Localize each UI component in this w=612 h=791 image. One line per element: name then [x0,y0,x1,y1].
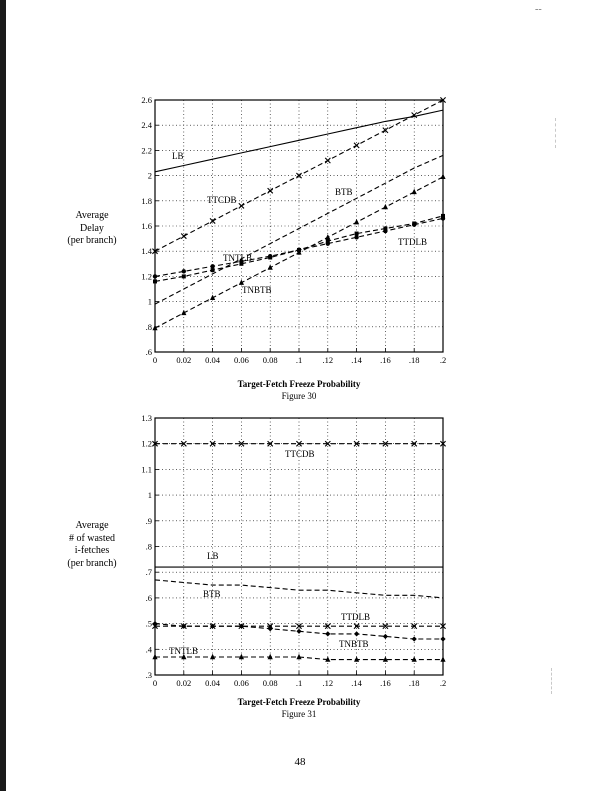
fig30-x-tick-label: 0.06 [233,355,249,365]
fig30-data-point-ttdlb [182,274,186,278]
fig31-x-tick-label: .2 [439,678,447,688]
fig30-y-tick-label: 1.2 [141,271,152,282]
fig31-y-tick-label: .8 [145,541,152,552]
fig31-y-tick-label: 1.1 [141,464,152,475]
fig30-label-ttdlb: TTDLB [398,237,427,247]
fig30-data-point-ttcdb [268,188,273,193]
fig31-x-tick-label: .12 [322,678,334,688]
fig30-data-point-ttdlb [441,214,445,218]
fig31-data-point-tnbtb [268,626,273,631]
fig30-data-point-ttdlb [412,221,416,225]
fig31-x-tick-label: 0.08 [262,678,278,688]
fig30-label-ttcdb: TTCDB [207,195,237,205]
fig30-data-point-ttdlb [211,268,215,272]
fig30-x-tick-label: .2 [439,355,447,365]
fig30-data-point-ttcdb [181,233,186,238]
page-number: 48 [294,756,306,768]
fig30-label-tntlb: TNTLB [223,253,252,263]
fig31-ylabel-line: Average [75,520,109,531]
fig30-label-lb: LB [172,151,184,161]
fig31-y-tick-label: .6 [145,592,152,603]
fig30-y-tick-label: 1 [147,296,152,307]
fig30-caption: Figure 30 [281,391,317,401]
fig31-x-tick-label: .14 [351,678,362,688]
fig31-y-tick-label: .7 [145,567,152,578]
fig31-data-point-tnbtb [296,629,301,634]
fig30-y-tick-label: 1.6 [141,221,152,231]
fig31-xlabel: Target-Fetch Freeze Probability [237,697,361,707]
fig31-data-point-tnbtb [383,634,388,639]
fig30-ylabel-line: Average [75,210,109,221]
fig30-data-point-ttdlb [153,279,157,283]
figure-31-chart [0,400,612,700]
fig30-data-point-tntlb [182,269,186,273]
fig30-y-tick-label: 2.2 [141,145,152,156]
fig31-y-tick-label: .9 [145,515,152,526]
fig30-y-tick-label: 2.4 [141,120,152,131]
fig31-data-point-tnbtb [412,636,417,641]
fig31-label-tnbtb: TNBTB [339,639,369,649]
fig31-data-point-tnbtb [440,636,445,641]
fig30-data-point-tntlb [354,235,358,239]
corner-mark: -- [535,4,542,15]
fig30-data-point-tnbtb [383,204,388,209]
fig31-label-tntlb: TNTLB [169,646,198,656]
fig31-y-tick-label: .3 [145,670,152,680]
fig30-label-btb: BTB [335,187,353,197]
fig31-caption: Figure 31 [281,709,317,719]
fig30-y-tick-label: 1.8 [141,195,152,206]
fig30-data-point-tnbtb [412,189,417,194]
fig31-y-tick-label: 1 [147,490,152,501]
fig30-data-point-ttdlb [355,232,359,236]
fig31-x-tick-label: 0.02 [176,678,192,688]
fig31-data-point-tnbtb [325,631,330,636]
fig30-data-point-tnbtb [325,234,330,239]
fig30-ylabel-line: (per branch) [67,235,117,246]
fig30-data-point-ttdlb [297,248,301,252]
fig30-data-point-ttdlb [268,256,272,260]
fig30-data-point-tntlb [153,274,157,278]
fig30-data-point-ttdlb [326,239,330,243]
fig30-x-tick-label: 0.08 [262,355,278,365]
fig30-xlabel: Target-Fetch Freeze Probability [237,379,361,389]
fig30-y-tick-label: .8 [145,321,152,332]
fig31-label-ttcdb: TTCDB [285,449,315,459]
fig30-data-point-ttcdb [354,143,359,148]
fig30-x-tick-label: .16 [380,355,391,365]
fig30-data-point-tnbtb [354,219,359,224]
fig30-x-tick-label: .14 [351,355,362,365]
fig30-series-ttdlb [153,214,445,284]
fig30-x-tick-label: 0.02 [176,355,192,365]
fig31-label-ttdlb: TTDLB [341,612,370,622]
fig31-data-point-tntlb [440,656,445,661]
fig31-label-btb: BTB [203,589,221,599]
fig31-x-tick-label: 0.06 [233,678,249,688]
fig30-series-line-lb [155,110,443,172]
fig30-x-tick-label: .18 [408,355,420,365]
fig31-data-point-tnbtb [152,621,157,626]
fig31-x-tick-label: 0 [152,678,158,688]
fig31-x-tick-label: 0.04 [205,678,221,688]
fig30-data-point-ttcdb [325,158,330,163]
fig30-ylabel-line: Delay [80,222,104,234]
fig31-data-point-tntlb [296,654,301,659]
fig30-data-point-tnbtb [440,174,445,179]
fig31-x-tick-label: .16 [380,678,391,688]
fig30-y-tick-label: 1.4 [141,246,152,257]
fig30-label-tnbtb: TNBTB [242,285,272,295]
fig30-y-tick-label: .6 [145,347,152,357]
fig31-ylabel-line: i-fetches [74,545,110,556]
fig31-ylabel-line: (per branch) [67,557,117,569]
fig30-x-tick-label: 0 [152,355,158,365]
fig30-y-tick-label: 2 [147,170,152,181]
fig31-x-tick-label: .1 [295,678,303,688]
fig31-label-lb: LB [207,551,219,561]
fig31-y-tick-label: .5 [145,618,152,629]
fig31-y-tick-label: 1.3 [141,413,152,423]
fig30-y-tick-label: 2.6 [141,95,152,105]
fig31-data-point-tnbtb [354,631,359,636]
fig30-x-tick-label: .12 [322,355,334,365]
fig30-data-point-ttcdb [239,203,244,208]
fig30-data-point-tntlb [210,264,214,268]
fig31-y-tick-label: 1.2 [141,438,152,449]
fig30-data-point-ttdlb [383,227,387,231]
fig31-y-tick-label: .4 [145,644,152,655]
fig30-x-tick-label: .1 [295,355,303,365]
fig31-series-ttcdb [152,441,445,446]
fig31-ylabel-line: # of wasted [68,532,116,544]
fig31-x-tick-label: .18 [408,678,420,688]
fig30-x-tick-label: 0.04 [205,355,221,365]
fig30-series-lb [155,110,443,172]
